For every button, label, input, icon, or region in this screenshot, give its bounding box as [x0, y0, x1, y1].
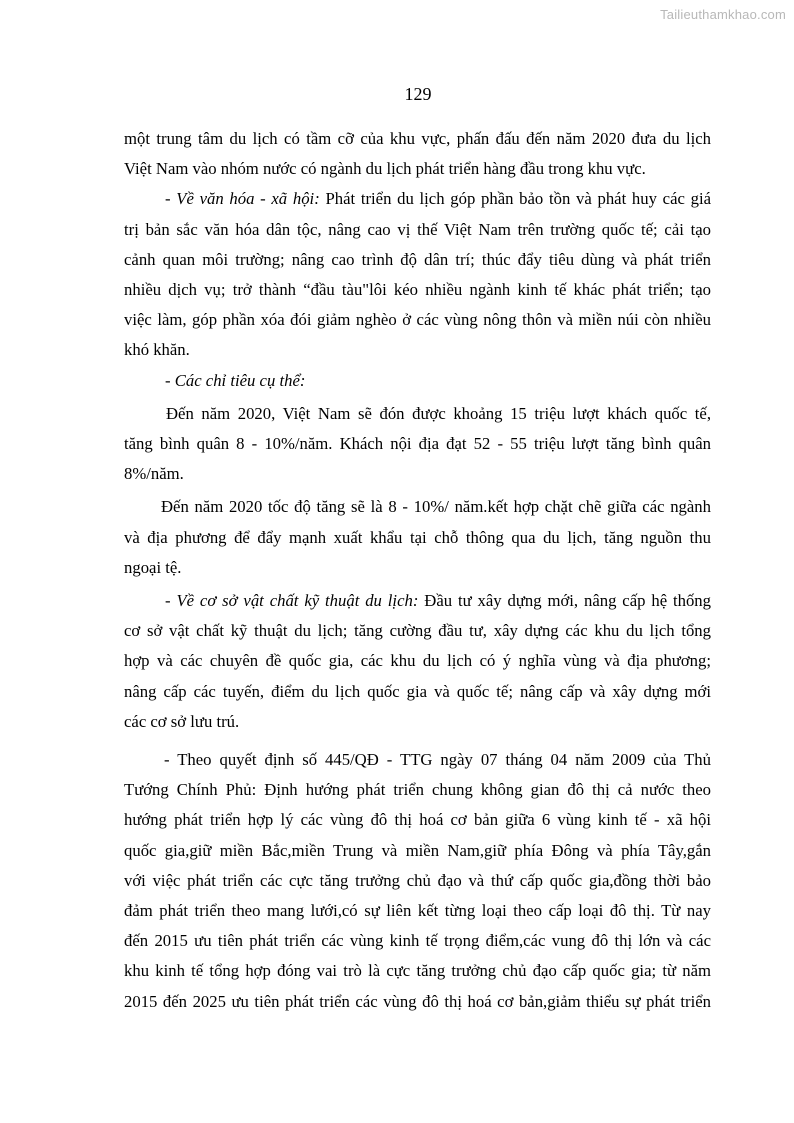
- text-run: Phát triển du lịch góp phần bảo tồn và phát huy các giá: [319, 189, 711, 209]
- spacer: [124, 737, 711, 745]
- text-line: trị bản sắc văn hóa dân tộc, nâng cao vị thế Việt Nam trên trường quốc tế; cải tạo: [124, 219, 711, 239]
- text-line: Đến năm 2020, Việt Nam sẽ đón được khoảng 15 triệu lượt khách quốc tế,: [166, 403, 711, 423]
- text-line: cảnh quan môi trường; nâng cao trình độ dân trí; thúc đẩy tiêu dùng và phát triển: [124, 249, 711, 269]
- text-line: - Theo quyết định số 445/QĐ - TTG ngày 07 tháng 04 năm 2009 của Thủ: [164, 750, 711, 770]
- text-line: và địa phương để đẩy mạnh xuất khẩu tại chỗ thông qua du lịch, tăng nguồn thu: [124, 527, 711, 547]
- text-line: [124, 366, 711, 396]
- text-line: việc làm, góp phần xóa đói giảm nghèo ở các vùng nông thôn và miền núi còn nhiều: [124, 310, 711, 330]
- paragraph-1: [124, 124, 711, 184]
- text-line: hợp và các chuyên đề quốc gia, các khu du lịch có ý nghĩa vùng và địa phương;: [124, 651, 711, 671]
- text-line: 2015 đến 2025 ưu tiên phát triển các vùng đô thị hoá cơ bản,giảm thiểu sự phát triển: [124, 991, 711, 1011]
- text-line: khó khăn.: [124, 340, 190, 360]
- text-line: ngoại tệ.: [124, 557, 182, 577]
- paragraph-targets: [124, 399, 711, 490]
- document-body: [124, 124, 711, 1017]
- text-line: Việt Nam vào nhóm nước có ngành du lịch phát triển hàng đầu trong khu vực.: [124, 159, 646, 179]
- text-line: đến 2015 ưu tiên phát triển các vùng kinh tế trọng điểm,các vung đô thị lớn và các: [124, 931, 711, 951]
- text-line: nâng cấp các tuyến, điểm du lịch quốc gia và quốc tế; nâng cấp và xây dựng mới: [124, 681, 711, 701]
- text-line: Tướng Chính Phủ: Định hướng phát triển chung không gian đô thị cả nước theo: [124, 780, 711, 800]
- paragraph-culture-society: [124, 184, 711, 365]
- paragraph-growth: [124, 492, 711, 583]
- text-line: 8%/năm.: [124, 464, 184, 484]
- text-line: một trung tâm du lịch có tầm cỡ của khu vực, phấn đấu đến năm 2020 đưa du lịch: [124, 129, 711, 148]
- section-heading: - Các chỉ tiêu cụ thể:: [165, 370, 306, 390]
- text-line: khu kinh tế tổng hợp đóng vai trò là cực tăng trưởng chủ đạo cấp quốc gia; từ năm: [124, 961, 711, 981]
- text-line: quốc gia,giữ miền Bắc,miền Trung và miền Nam,giữ phía Đông và phía Tây,gắn: [124, 840, 711, 860]
- page-number: 129: [404, 84, 432, 104]
- section-heading: - Về văn hóa - xã hội:: [165, 189, 320, 209]
- text-line: nhiều dịch vụ; trở thành “đầu tàu"lôi kéo nhiều ngành kinh tế khác phát triển; tạo: [124, 280, 711, 300]
- text-line: tăng bình quân 8 - 10%/năm. Khách nội địa đạt 52 - 55 triệu lượt tăng bình quân: [124, 434, 711, 454]
- text-line: với việc phát triển các cực tăng trưởng chủ đạo và thứ cấp quốc gia,đồng thời bảo: [124, 870, 711, 890]
- text-line: [124, 586, 711, 616]
- paragraph-decision: [124, 745, 711, 1017]
- watermark: Tailieuthamkhao.com: [660, 7, 786, 22]
- paragraph-targets-heading: [124, 366, 711, 396]
- section-heading: - Về cơ sở vật chất kỹ thuật du lịch:: [165, 591, 419, 611]
- text-line: đảm phát triển theo mang lưới,có sự liên kết từng loại theo cấp loại đô thị. Từ nay: [124, 901, 711, 921]
- text-line: các cơ sở lưu trú.: [124, 711, 240, 731]
- text-line: Đến năm 2020 tốc độ tăng sẽ là 8 - 10%/ năm.kết hợp chặt chẽ giữa các ngành: [161, 497, 711, 517]
- text-line: [124, 184, 711, 214]
- text-run: Đầu tư xây dựng mới, nâng cấp hệ thống: [418, 591, 711, 611]
- paragraph-infrastructure: [124, 586, 711, 737]
- text-line: hướng phát triển hợp lý các vùng đô thị hoá cơ bản giữa 6 vùng kinh tế - xã hội: [124, 810, 711, 830]
- text-line: cơ sở vật chất kỹ thuật du lịch; tăng cường đầu tư, xây dựng các khu du lịch tổng: [124, 621, 711, 641]
